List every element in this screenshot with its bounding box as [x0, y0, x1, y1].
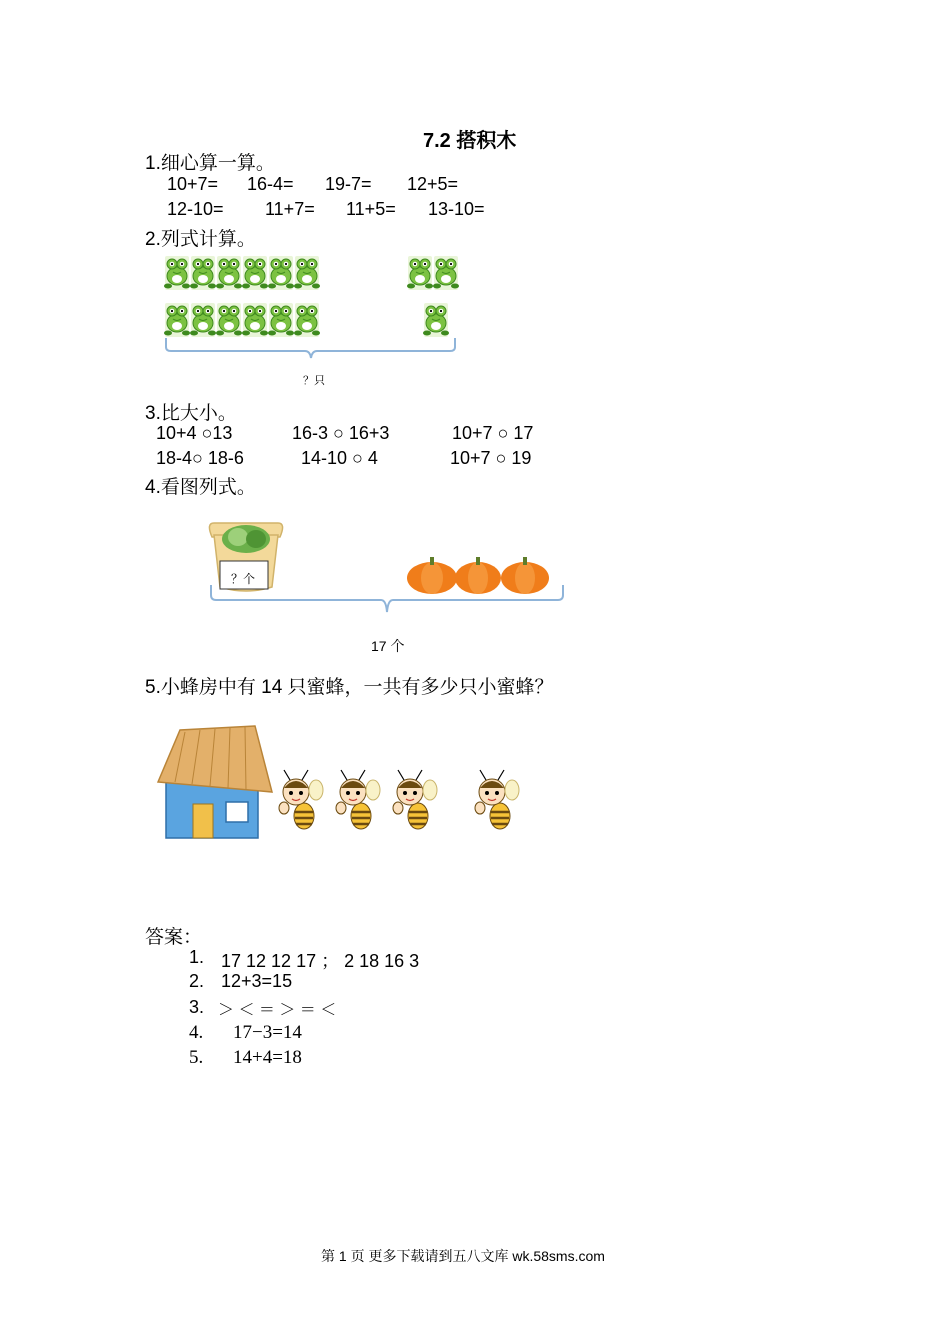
q3-heading: 3.比大小。: [145, 403, 237, 424]
q3-item: 14-10 ○ 4: [301, 448, 378, 468]
frogs-illustration: [0, 250, 950, 370]
q1-heading: 1.细心算一算。: [145, 153, 275, 174]
frog-icon: [164, 256, 459, 337]
q1-item: 11+7=: [265, 199, 315, 219]
q1-item: 11+5=: [346, 199, 396, 219]
page-title: 7.2 搭积木: [423, 130, 517, 152]
answer-number: 5.: [189, 1047, 204, 1068]
answer-number: 4.: [189, 1022, 204, 1043]
q1-item: 16-4=: [247, 174, 294, 194]
bee-icon: [279, 770, 519, 829]
q3-item: 18-4○ 18-6: [156, 448, 244, 468]
answer-text: ＞ ＜ ＝ ＞ ＝ ＜: [218, 1002, 337, 1019]
q1-item: 12+5=: [407, 174, 459, 194]
q3-item: 10+4 ○13: [156, 423, 233, 443]
pumpkins-illustration: [0, 515, 950, 645]
q5-heading: 5.小蜂房中有 14 只蜜蜂，一共有多少只小蜜蜂？: [145, 677, 554, 698]
q2-brace-label: ？只: [303, 375, 325, 387]
q3-item: 16-3 ○ 16+3: [292, 423, 390, 443]
answer-number: 1.: [189, 947, 205, 967]
q1-item: 12-10=: [167, 199, 224, 219]
q1-item: 10+7=: [167, 174, 219, 194]
answer-text: 17 12 12 17 ； 2 18 16 3: [221, 951, 420, 971]
q4-heading: 4.看图列式。: [145, 477, 256, 498]
answer-number: 3.: [189, 997, 205, 1017]
answer-text: 12+3=15: [221, 971, 293, 991]
q3-item: 10+7 ○ 17: [452, 423, 534, 443]
brace: [166, 338, 455, 358]
bees-illustration: [0, 722, 950, 852]
q3-item: 10+7 ○ 19: [450, 448, 532, 468]
answer-text: 17−3=14: [233, 1022, 302, 1043]
page-footer: 第 1 页 更多下载请到五八文库 wk.58sms.com: [321, 1248, 605, 1264]
q4-bag-label: ？个: [231, 572, 256, 586]
answer-text: 14+4=18: [233, 1047, 302, 1068]
q1-item: 19-7=: [325, 174, 372, 194]
q2-heading: 2.列式计算。: [145, 229, 256, 250]
pumpkin-icon: [407, 557, 549, 594]
house-icon: [158, 726, 272, 838]
answer-number: 2.: [189, 971, 205, 991]
q4-brace-label: 17 个: [371, 638, 405, 654]
q1-item: 13-10=: [428, 199, 485, 219]
answers-heading: 答案：: [145, 927, 203, 948]
